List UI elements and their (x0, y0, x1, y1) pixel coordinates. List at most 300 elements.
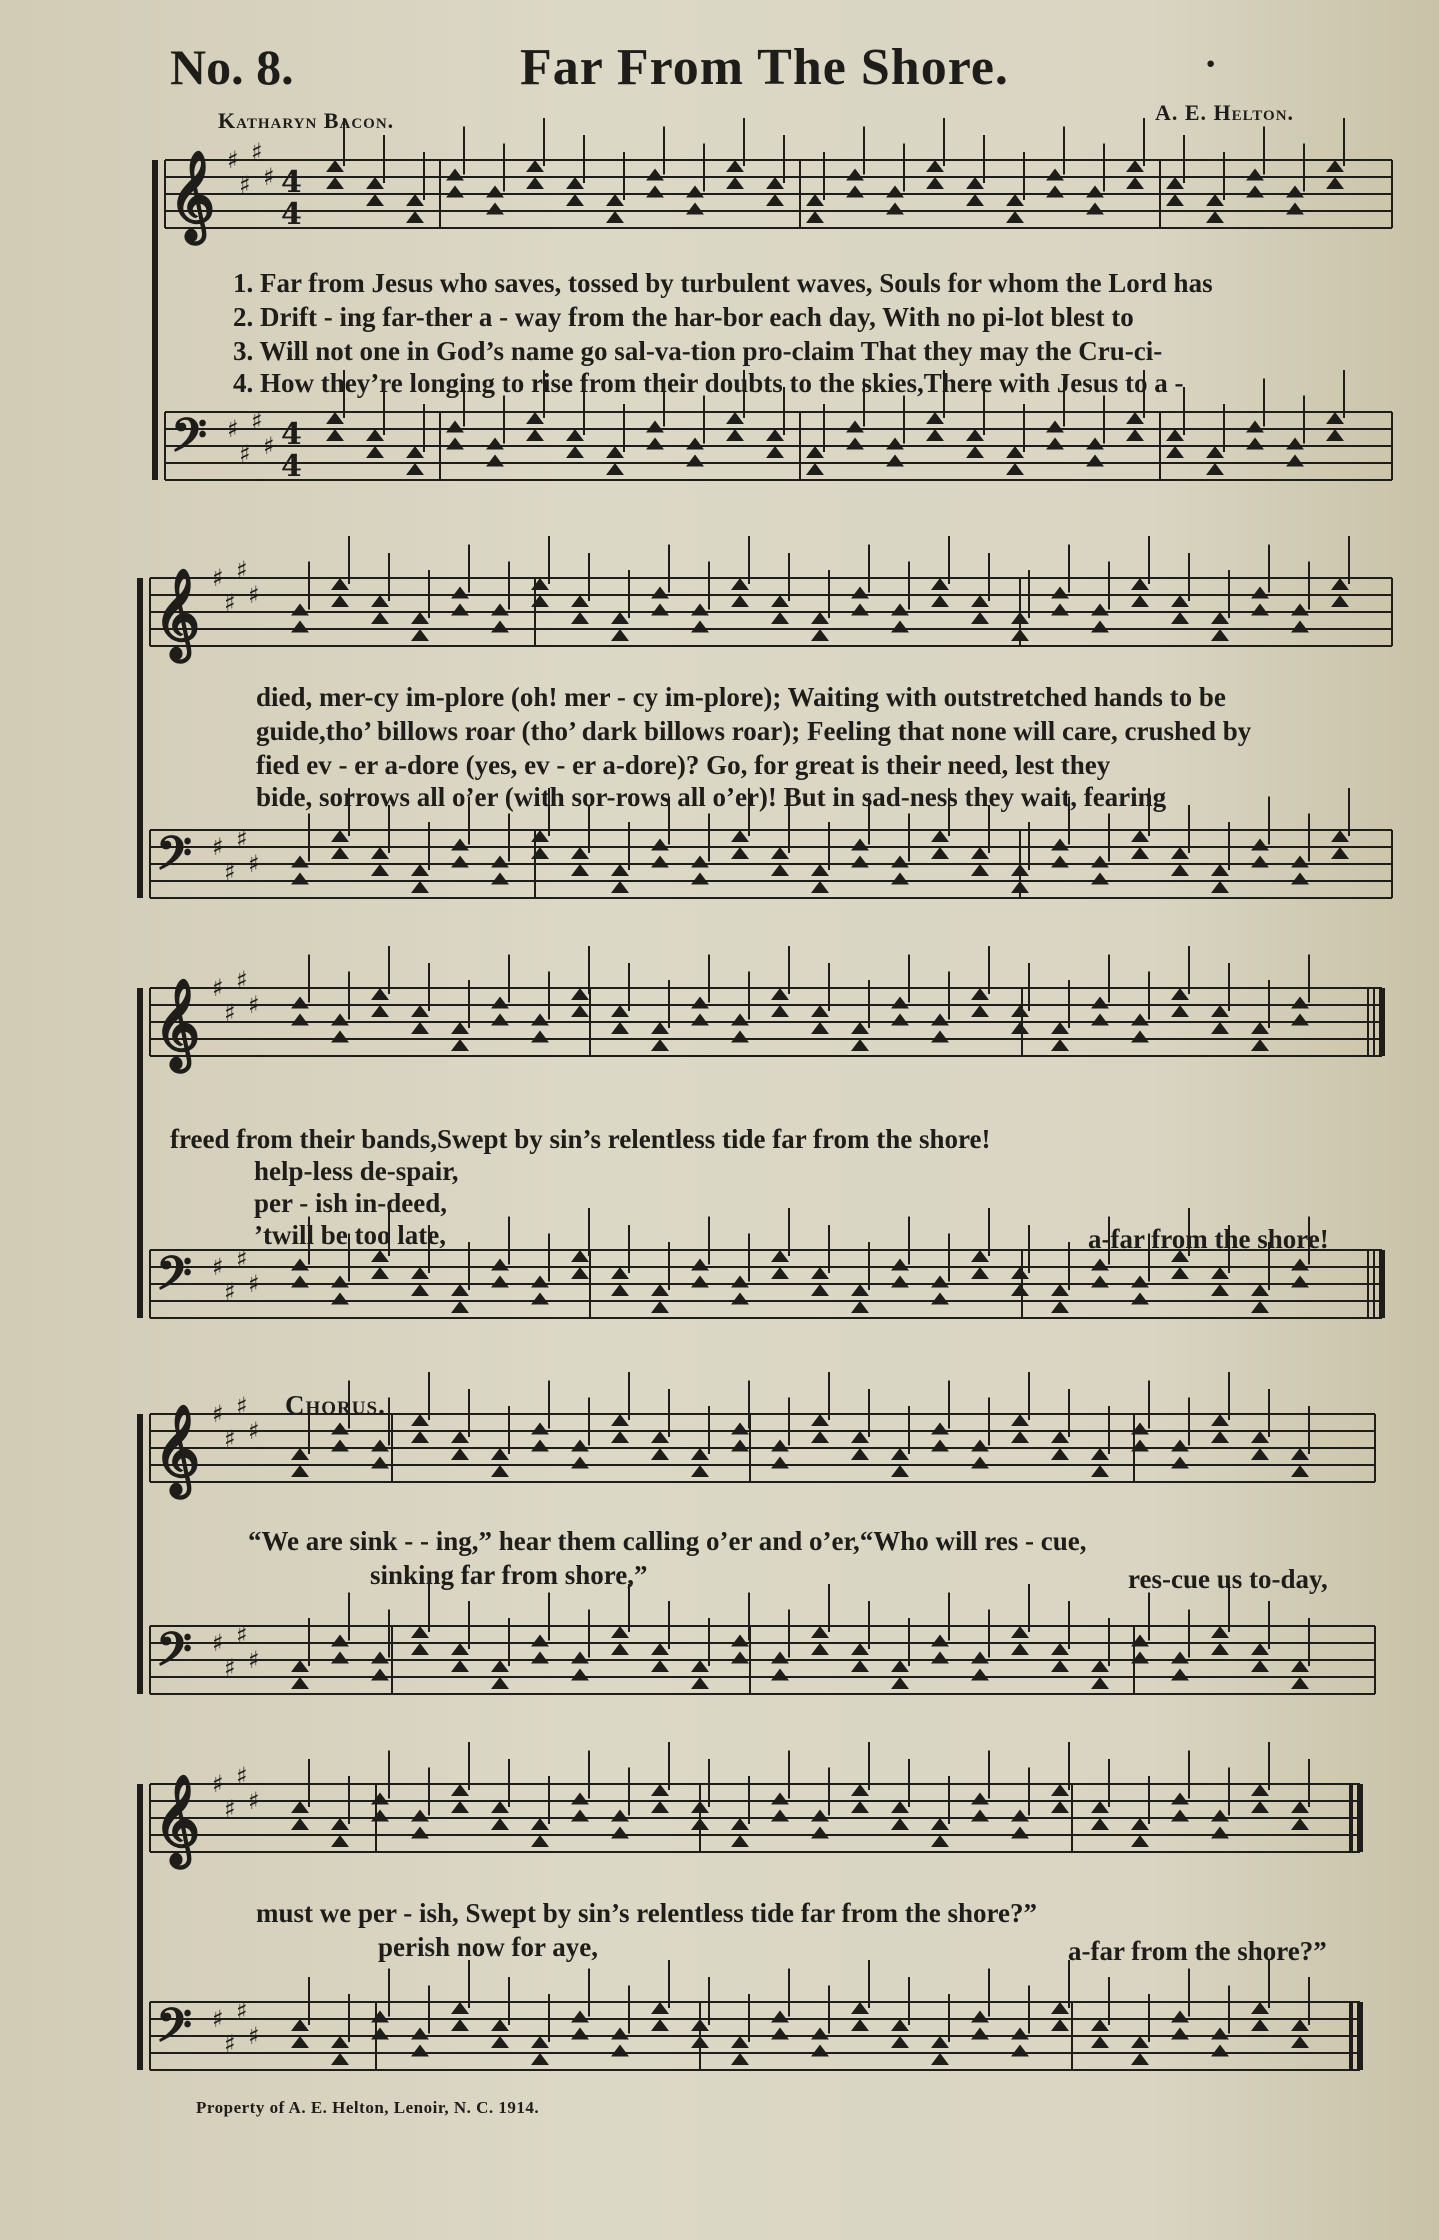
sharp-sign: ♯ (236, 1761, 248, 1790)
notehead (726, 160, 744, 172)
notehead (651, 856, 669, 868)
notehead (411, 1643, 429, 1655)
notehead (1211, 1810, 1229, 1822)
notehead (411, 1267, 429, 1279)
notehead (571, 2011, 589, 2023)
notehead (731, 1423, 749, 1435)
notehead (1206, 463, 1224, 475)
notehead (1251, 1784, 1269, 1796)
notehead (1246, 169, 1264, 181)
notehead (651, 1039, 669, 1051)
notehead (691, 2019, 709, 2031)
notehead (971, 1652, 989, 1664)
notehead (611, 864, 629, 876)
title-mark: · (1204, 41, 1218, 86)
notehead (691, 1276, 709, 1288)
notehead (766, 177, 784, 189)
notehead (1326, 412, 1344, 424)
notehead (1286, 455, 1304, 467)
notehead (691, 1014, 709, 1026)
notehead (571, 1669, 589, 1681)
notehead (531, 847, 549, 859)
notehead (571, 1267, 589, 1279)
notehead (646, 438, 664, 450)
sharp-sign: ♯ (227, 145, 239, 174)
notehead (291, 1818, 309, 1830)
notehead (971, 1250, 989, 1262)
final-barline (1357, 2002, 1363, 2070)
notehead (1291, 604, 1309, 616)
sharp-sign: ♯ (236, 965, 248, 994)
notehead (811, 1827, 829, 1839)
notehead (771, 1267, 789, 1279)
notehead (1251, 1801, 1269, 1813)
notehead (1251, 1022, 1269, 1034)
notehead (1006, 446, 1024, 458)
notehead (731, 830, 749, 842)
notehead (411, 1414, 429, 1426)
notehead (451, 1784, 469, 1796)
notehead (1171, 988, 1189, 1000)
sharp-sign: ♯ (248, 1416, 260, 1445)
notehead (651, 1643, 669, 1655)
notehead (646, 186, 664, 198)
notehead (491, 1276, 509, 1288)
notehead (1331, 595, 1349, 607)
notehead (891, 621, 909, 633)
notehead (811, 1431, 829, 1443)
notehead (331, 1835, 349, 1847)
notehead (291, 1801, 309, 1813)
notehead (1251, 1431, 1269, 1443)
notehead (1131, 2053, 1149, 2065)
notehead (611, 1431, 629, 1443)
notehead (371, 847, 389, 859)
notehead (931, 830, 949, 842)
notehead (811, 629, 829, 641)
notehead (1326, 177, 1344, 189)
sharp-sign: ♯ (227, 414, 239, 443)
notehead (571, 864, 589, 876)
notehead (491, 997, 509, 1009)
notehead (1046, 186, 1064, 198)
notehead (651, 1022, 669, 1034)
notehead (526, 177, 544, 189)
notehead (491, 1448, 509, 1460)
notehead (446, 186, 464, 198)
notehead (606, 463, 624, 475)
notehead (1091, 1448, 1109, 1460)
notehead (806, 211, 824, 223)
notehead (1091, 1818, 1109, 1830)
notehead (531, 1276, 549, 1288)
notehead (651, 587, 669, 599)
notehead (611, 1643, 629, 1655)
notehead (1246, 186, 1264, 198)
notehead (1211, 1414, 1229, 1426)
notehead (411, 864, 429, 876)
notehead (566, 177, 584, 189)
notehead (731, 1818, 749, 1830)
notehead (451, 587, 469, 599)
notehead (531, 1031, 549, 1043)
notehead (851, 2019, 869, 2031)
notehead (966, 429, 984, 441)
notehead (806, 194, 824, 206)
notehead (931, 1293, 949, 1305)
notehead (931, 1031, 949, 1043)
sharp-sign: ♯ (224, 1653, 236, 1682)
notehead (731, 1293, 749, 1305)
notehead (886, 186, 904, 198)
notehead (651, 1801, 669, 1813)
system3-line-2: help-less de-spair, (254, 1156, 459, 1186)
notehead (531, 1652, 549, 1664)
notehead (1251, 1448, 1269, 1460)
notehead (1051, 604, 1069, 616)
notehead (1131, 1818, 1149, 1830)
notehead (366, 194, 384, 206)
notehead (891, 1014, 909, 1026)
notehead (1091, 1660, 1109, 1672)
notehead (691, 2036, 709, 2048)
sharp-sign: ♯ (236, 555, 248, 584)
notehead (771, 1457, 789, 1469)
treble-clef: 𝄞 (154, 1774, 201, 1865)
notehead (971, 1793, 989, 1805)
notehead (771, 1793, 789, 1805)
notehead (691, 873, 709, 885)
notehead (291, 604, 309, 616)
notehead (491, 1660, 509, 1672)
notehead (611, 1005, 629, 1017)
notehead (1091, 604, 1109, 616)
notehead (1051, 1301, 1069, 1313)
notehead (1211, 864, 1229, 876)
notehead (446, 169, 464, 181)
notehead (931, 847, 949, 859)
notehead (771, 847, 789, 859)
notehead (331, 1293, 349, 1305)
notehead (326, 429, 344, 441)
notehead (451, 1448, 469, 1460)
notehead (451, 1431, 469, 1443)
notehead (1131, 2036, 1149, 2048)
notehead (926, 429, 944, 441)
notehead (1171, 1652, 1189, 1664)
notehead (1211, 1284, 1229, 1296)
sharp-sign: ♯ (248, 2021, 260, 2050)
notehead (611, 2045, 629, 2057)
notehead (1291, 2019, 1309, 2031)
notehead (406, 194, 424, 206)
notehead (811, 1643, 829, 1655)
notehead (771, 595, 789, 607)
bass-clef: 𝄢 (156, 1246, 193, 1312)
notehead (1326, 160, 1344, 172)
system3-line-4: ’twill be too late, (254, 1220, 446, 1250)
notehead (606, 194, 624, 206)
notehead (931, 1014, 949, 1026)
notehead (1131, 1293, 1149, 1305)
notehead (571, 1005, 589, 1017)
notehead (371, 1810, 389, 1822)
notehead (326, 160, 344, 172)
notehead (371, 1267, 389, 1279)
notehead (1211, 1022, 1229, 1034)
notehead (1291, 1276, 1309, 1288)
notehead (1211, 1267, 1229, 1279)
notehead (891, 2036, 909, 2048)
notehead (1211, 612, 1229, 624)
notehead (1131, 1276, 1149, 1288)
notehead (491, 1801, 509, 1813)
notehead (691, 1818, 709, 1830)
notehead (371, 1793, 389, 1805)
chorus-label: Chorus. (285, 1390, 386, 1420)
treble-clef: 𝄞 (154, 1404, 201, 1495)
notehead (971, 1267, 989, 1279)
notehead (371, 1669, 389, 1681)
notehead (1291, 1014, 1309, 1026)
notehead (331, 2053, 349, 2065)
notehead (726, 412, 744, 424)
notehead (1131, 1014, 1149, 1026)
sharp-sign: ♯ (212, 1769, 224, 1798)
notehead (526, 412, 544, 424)
notehead (1251, 2002, 1269, 2014)
notehead (331, 578, 349, 590)
notehead (491, 604, 509, 616)
notehead (691, 1448, 709, 1460)
notehead (411, 612, 429, 624)
notehead (1011, 1643, 1029, 1655)
notehead (531, 1818, 549, 1830)
notehead (851, 839, 869, 851)
notehead (411, 1022, 429, 1034)
notehead (971, 847, 989, 859)
notehead (811, 1267, 829, 1279)
notehead (1051, 1448, 1069, 1460)
notehead (851, 1284, 869, 1296)
notehead (291, 856, 309, 868)
notehead (571, 1652, 589, 1664)
notehead (531, 1835, 549, 1847)
notehead (1251, 1643, 1269, 1655)
notehead (1051, 2019, 1069, 2031)
notehead (891, 1677, 909, 1689)
notehead (1251, 604, 1269, 616)
treble-clef: 𝄞 (154, 978, 201, 1069)
notehead (846, 186, 864, 198)
notehead (326, 177, 344, 189)
notehead (1211, 881, 1229, 893)
notehead (1051, 1784, 1069, 1796)
chorus-line-2-right: res-cue us to-day, (1128, 1564, 1328, 1594)
notehead (731, 1440, 749, 1452)
notehead (806, 463, 824, 475)
notehead (1006, 194, 1024, 206)
time-signature-top: 4 (281, 417, 302, 452)
notehead (1051, 1660, 1069, 1672)
notehead (851, 1784, 869, 1796)
sharp-sign: ♯ (236, 824, 248, 853)
notehead (291, 1660, 309, 1672)
notehead (731, 578, 749, 590)
notehead (1091, 997, 1109, 1009)
notehead (1326, 429, 1344, 441)
notehead (931, 1835, 949, 1847)
notehead (411, 1626, 429, 1638)
notehead (331, 595, 349, 607)
notehead (331, 1423, 349, 1435)
notehead (811, 612, 829, 624)
notehead (931, 1423, 949, 1435)
notehead (851, 604, 869, 616)
notehead (851, 1022, 869, 1034)
notehead (451, 604, 469, 616)
notehead (1171, 1457, 1189, 1469)
notehead (1286, 186, 1304, 198)
notehead (1211, 1005, 1229, 1017)
notehead (566, 446, 584, 458)
notehead (771, 1005, 789, 1017)
notehead (291, 997, 309, 1009)
notehead (366, 429, 384, 441)
final-barline (1357, 1784, 1363, 1852)
notehead (1251, 2019, 1269, 2031)
notehead (766, 429, 784, 441)
notehead (571, 2028, 589, 2040)
notehead (1171, 864, 1189, 876)
notehead (531, 2053, 549, 2065)
notehead (691, 997, 709, 1009)
notehead (651, 1448, 669, 1460)
notehead (686, 203, 704, 215)
notehead (971, 1440, 989, 1452)
notehead (451, 1284, 469, 1296)
sharp-sign: ♯ (236, 1996, 248, 2025)
notehead (571, 1793, 589, 1805)
notehead (446, 438, 464, 450)
notehead (966, 446, 984, 458)
final-barline (1379, 1250, 1385, 1318)
notehead (851, 1448, 869, 1460)
notehead (411, 1827, 429, 1839)
notehead (1286, 438, 1304, 450)
notehead (1171, 595, 1189, 607)
notehead (731, 1031, 749, 1043)
notehead (1091, 1014, 1109, 1026)
notehead (491, 1677, 509, 1689)
notehead (331, 1440, 349, 1452)
notehead (611, 1022, 629, 1034)
notehead (571, 1250, 589, 1262)
notehead (611, 1267, 629, 1279)
notehead (531, 578, 549, 590)
notehead (611, 612, 629, 624)
notehead (851, 1801, 869, 1813)
notehead (851, 1643, 869, 1655)
notehead (1291, 856, 1309, 868)
notehead (366, 177, 384, 189)
notehead (851, 1660, 869, 1672)
notehead (891, 1801, 909, 1813)
notehead (811, 1414, 829, 1426)
system3-line-4-right: a-far from the shore! (1088, 1224, 1329, 1254)
notehead (1291, 1259, 1309, 1271)
notehead (931, 595, 949, 607)
notehead (851, 1431, 869, 1443)
notehead (931, 1635, 949, 1647)
notehead (891, 604, 909, 616)
notehead (611, 1284, 629, 1296)
notehead (451, 856, 469, 868)
notehead (1011, 2045, 1029, 2057)
notehead (1091, 1465, 1109, 1477)
notehead (1206, 211, 1224, 223)
notehead (886, 203, 904, 215)
notehead (491, 856, 509, 868)
notehead (406, 211, 424, 223)
notehead (1166, 194, 1184, 206)
notehead (771, 1669, 789, 1681)
notehead (291, 2036, 309, 2048)
notehead (651, 839, 669, 851)
notehead (926, 412, 944, 424)
notehead (1126, 429, 1144, 441)
notehead (806, 446, 824, 458)
notehead (971, 1669, 989, 1681)
notehead (486, 438, 504, 450)
notehead (1131, 830, 1149, 842)
notehead (646, 169, 664, 181)
notehead (1291, 1448, 1309, 1460)
notehead (1046, 438, 1064, 450)
notehead (971, 988, 989, 1000)
notehead (611, 1810, 629, 1822)
notehead (771, 612, 789, 624)
notehead (891, 1448, 909, 1460)
notehead (491, 1259, 509, 1271)
verse-3-line-2: fied ev - er a-dore (yes, ev - er a-dore)? Go, for great is their need, lest they (256, 750, 1111, 780)
notehead (371, 612, 389, 624)
notehead (726, 429, 744, 441)
notehead (771, 988, 789, 1000)
notehead (331, 1031, 349, 1043)
notehead (1086, 455, 1104, 467)
notehead (331, 1635, 349, 1647)
notehead (606, 211, 624, 223)
notehead (406, 446, 424, 458)
notehead (531, 1014, 549, 1026)
verse-4-line-2: bide, sorrows all o’er (with sor-rows all o’er)! But in sad-ness they wait, fearing (256, 782, 1167, 812)
notehead (851, 587, 869, 599)
notehead (331, 1652, 349, 1664)
notehead (1091, 1677, 1109, 1689)
notehead (1171, 2028, 1189, 2040)
notehead (931, 1276, 949, 1288)
sharp-sign: ♯ (251, 406, 263, 435)
sharp-sign: ♯ (263, 431, 275, 460)
notehead (1091, 873, 1109, 885)
notehead (1006, 463, 1024, 475)
sharp-sign: ♯ (236, 1620, 248, 1649)
sharp-sign: ♯ (239, 439, 251, 468)
sharp-sign: ♯ (224, 1794, 236, 1823)
notehead (331, 830, 349, 842)
notehead (811, 1626, 829, 1638)
